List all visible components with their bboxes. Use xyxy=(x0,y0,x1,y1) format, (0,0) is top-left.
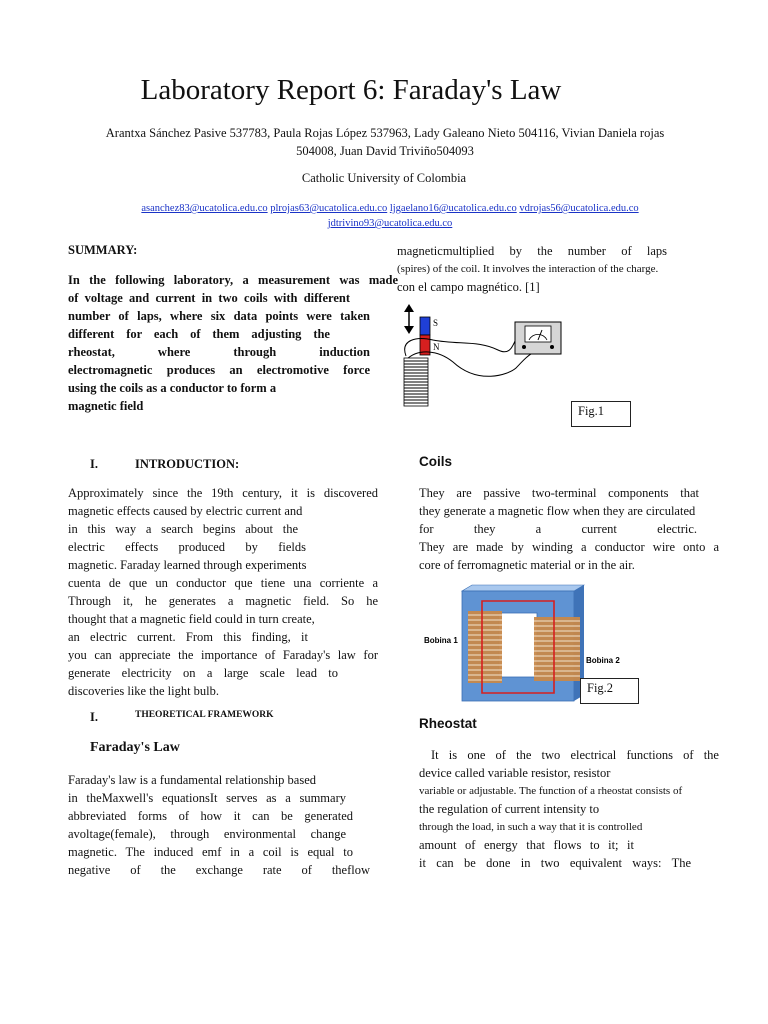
intro-line: electric effects produced by fields xyxy=(68,540,306,554)
coils-line: They are made by winding a conductor wire onto a xyxy=(419,540,719,554)
intro-heading: INTRODUCTION: xyxy=(135,457,240,471)
magnet-n-label: N xyxy=(433,342,440,352)
paragraph-line: con el campo magnético. [1] xyxy=(397,280,540,294)
summary-heading: SUMMARY: xyxy=(68,243,138,257)
fig2-caption: Fig.2 xyxy=(580,678,639,704)
up-down-arrow-icon xyxy=(404,304,414,334)
fig1-caption: Fig.1 xyxy=(571,401,631,427)
galvanometer-icon xyxy=(515,322,561,354)
faraday-continued xyxy=(397,242,717,296)
magnet-s-label: S xyxy=(433,318,439,328)
coils-heading: Coils xyxy=(419,454,453,469)
email-link[interactable]: asanchez83@ucatolica.edu.co xyxy=(141,203,268,214)
summary-line: magnetic field xyxy=(68,399,144,413)
induction-diagram xyxy=(398,300,578,410)
intro-line: Approximately since the 19th century, it is discovered xyxy=(68,486,378,500)
coils-line: for they a current electric. xyxy=(419,522,697,536)
authors-line-1: Arantxa Sánchez Pasive 537783, Paula Rojas López 537963, Lady Galeano Nieto 504116, Vivian Daniela rojas xyxy=(105,126,665,140)
framework-line: avoltage(female), through environmental change xyxy=(68,827,346,841)
email-link[interactable]: plrojas63@ucatolica.edu.co xyxy=(270,203,388,214)
rheostat-line: through the load, in such a way that it is controlled xyxy=(419,821,643,833)
coil xyxy=(404,358,428,406)
title-text: Laboratory Report 6: Faraday's Law xyxy=(140,74,562,106)
rheostat-heading: Rheostat xyxy=(419,716,477,731)
summary-line: number of laps, where six data points were taken xyxy=(68,309,370,323)
framework-body xyxy=(68,771,378,879)
intro-body xyxy=(68,484,378,700)
intro-line: Through it, he generates a magnetic field. So he xyxy=(68,594,378,608)
summary-line: rheostat, where through induction xyxy=(68,345,370,359)
coil-1-winding xyxy=(468,611,502,683)
intro-numeral: I. xyxy=(90,457,98,471)
affiliation: Catholic University of Colombia xyxy=(301,171,467,185)
summary-line: electromagnetic produces an electromotive force xyxy=(68,363,370,377)
coils-line: core of ferromagnetic material or in the air. xyxy=(419,558,635,572)
framework-heading: THEORETICAL FRAMEWORK xyxy=(135,710,274,720)
coil-2-winding xyxy=(534,617,580,681)
intro-line: discoveries like the light bulb. xyxy=(68,684,220,698)
rheostat-body xyxy=(419,746,739,872)
summary-line: In the following laboratory, a measurement was made xyxy=(68,273,398,287)
framework-line: in theMaxwell's equationsIt serves as a summary xyxy=(68,791,346,805)
email-list xyxy=(80,201,700,231)
rheostat-line: the regulation of current intensity to xyxy=(419,802,600,816)
paragraph-line: magneticmultiplied by the number of laps xyxy=(397,244,667,258)
summary-line: of voltage and current in two coils with different xyxy=(68,291,350,305)
summary-body xyxy=(68,271,398,415)
framework-line: magnetic. The induced emf in a coil is equal to xyxy=(68,845,353,859)
faraday-subheading: Faraday's Law xyxy=(90,740,180,755)
rheostat-line: variable or adjustable. The function of a rheostat consists of xyxy=(419,785,683,797)
page-title xyxy=(0,74,768,107)
coils-line: they generate a magnetic flow when they are circulated xyxy=(419,504,696,518)
framework-line: negative of the exchange rate of theflow xyxy=(68,863,370,877)
framework-line: Faraday's law is a fundamental relationship based xyxy=(68,773,317,787)
email-link[interactable]: vdrojas56@ucatolica.edu.co xyxy=(519,203,639,214)
rheostat-line: It is one of the two electrical functions of the xyxy=(431,748,719,762)
framework-numeral: I. xyxy=(90,710,98,724)
intro-line: you can appreciate the importance of Faraday's law for xyxy=(68,648,378,662)
magnet-south-pole xyxy=(420,317,430,335)
framework-line: abbreviated forms of how it can be generated xyxy=(68,809,353,823)
email-link[interactable]: jdtrivino93@ucatolica.edu.co xyxy=(327,218,453,229)
rheostat-line: amount of energy that flows to it; it xyxy=(419,838,634,852)
intro-line: generate electricity on a large scale lead to xyxy=(68,666,338,680)
intro-line: magnetic. Faraday learned through experiments xyxy=(68,558,307,572)
intro-line: cuenta de que un conductor que tiene una corriente a xyxy=(68,576,378,590)
coil-2-label: Bobina 2 xyxy=(586,656,620,665)
rheostat-line: it can be done in two equivalent ways: The xyxy=(419,856,691,870)
email-link[interactable]: ljgaelano16@ucatolica.edu.co xyxy=(389,203,517,214)
coils-body xyxy=(419,484,719,574)
coil-1-label: Bobina 1 xyxy=(424,636,458,645)
intro-line: in this way a search begins about the xyxy=(68,522,298,536)
authors-line-2: 504008, Juan David Triviño504093 xyxy=(296,144,474,158)
intro-line: magnetic effects caused by electric current and xyxy=(68,504,303,518)
coils-line: They are passive two-terminal components that xyxy=(419,486,699,500)
intro-line: thought that a magnetic field could in turn create, xyxy=(68,612,315,626)
rheostat-line: device called variable resistor, resistor xyxy=(419,766,611,780)
intro-line: an electric current. From this finding, it xyxy=(68,630,308,644)
paragraph-line: (spires) of the coil. It involves the interaction of the charge. xyxy=(397,263,659,275)
summary-line: using the coils as a conductor to form a xyxy=(68,381,277,395)
summary-line: different for each of them adjusting the xyxy=(68,327,330,341)
author-list xyxy=(60,124,710,160)
